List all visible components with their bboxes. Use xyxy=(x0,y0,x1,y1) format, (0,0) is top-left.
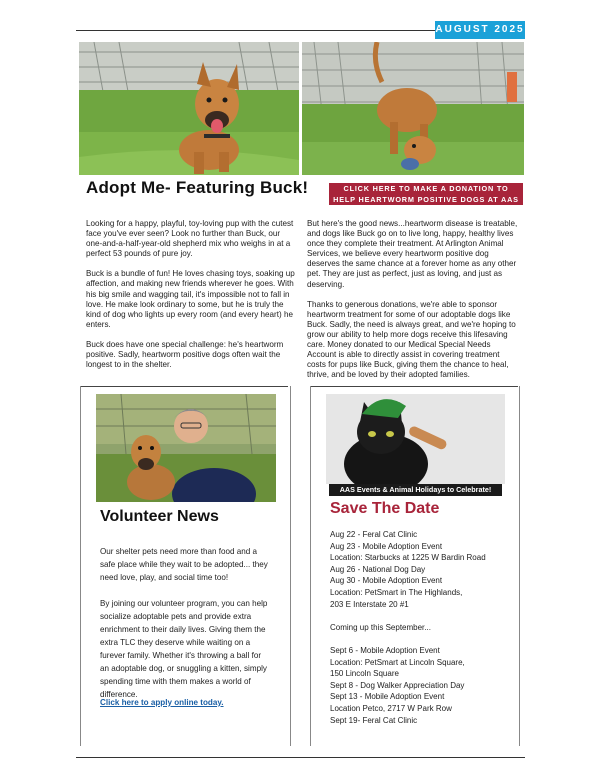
adopt-column-right xyxy=(307,219,519,390)
event-line: 203 E Interstate 20 #1 xyxy=(330,599,409,609)
adopt-paragraph: Looking for a happy, playful, toy-loving pup with the cutest face you've ever seen? Look no further than Buck, our one-and-a-half-year-old shepherd mix who weighs in at a perfect 53 pounds of pure joy. xyxy=(86,219,294,259)
event-line xyxy=(330,633,510,645)
top-rule xyxy=(76,30,435,31)
event-line: Location: Starbucks at 1225 W Bardin Road xyxy=(330,553,486,563)
event-line: Location Petco, 2717 W Park Row xyxy=(330,703,452,713)
event-line: Sept 8 - Dog Walker Appreciation Day xyxy=(330,680,465,690)
black-cat-photo xyxy=(326,394,505,484)
donate-heartworm-button[interactable] xyxy=(329,183,523,205)
volunteer-heading: Volunteer News xyxy=(100,508,219,525)
save-the-date-heading: Save The Date xyxy=(330,500,440,517)
adopt-paragraph: But here's the good news...heartworm disease is treatable, and dogs like Buck go on to live long, happy, healthy lives once they complete their treatment. At Arlington Animal Services, we believe every heartworm positive dog deserves the same chance at a forever home as any other pet. They are just as perfect, just as loving, and just as deserving. xyxy=(307,219,518,289)
event-line: Location: PetSmart in The Highlands, xyxy=(330,587,463,597)
volunteer-paragraph: By joining our volunteer program, you can help socialize adoptable pets and provide extra enrichment to their daily lives. Giving them the extra TLC they deserve while waiting on a furever family. Whether it's throwing a ball for an adoptable dog, or snuggling a kitten, simply spending time with them makes a world of difference. xyxy=(100,599,268,699)
event-line: Aug 23 - Mobile Adoption Event xyxy=(330,541,443,551)
adopt-heading: Adopt Me- Featuring Buck! xyxy=(86,178,309,197)
volunteer-body xyxy=(100,545,270,714)
buck-photo-toy xyxy=(302,42,524,175)
issue-month-badge: AUGUST 2025 xyxy=(435,21,525,39)
volunteer-paragraph: Our shelter pets need more than food and a safe place while they wait to be adopted... they need love, play, and social time too! xyxy=(100,547,268,582)
donate-line-2: HELP HEARTWORM POSITIVE DOGS AT AAS xyxy=(333,195,519,204)
adopt-paragraph: Buck is a bundle of fun! He loves chasing toys, soaking up affection, and making new friends wherever he goes. With his big smile and wagging tail, it's impossible not to fall in love. He make look ordinary to some, but he is truly the kind of dog who lights up every room (and every heart) he enters. xyxy=(86,269,295,329)
event-line: Aug 30 - Mobile Adoption Event xyxy=(330,576,443,586)
event-line: Sept 6 - Mobile Adoption Event xyxy=(330,645,440,655)
event-line: Aug 22 - Feral Cat Clinic xyxy=(330,530,418,539)
donate-line-1: CLICK HERE TO MAKE A DONATION TO xyxy=(343,184,509,193)
events-list xyxy=(330,529,510,726)
buck-photo-running xyxy=(79,42,299,175)
events-banner: AAS Events & Animal Holidays to Celebrate! xyxy=(329,484,502,496)
event-line: Location: PetSmart at Lincoln Square, xyxy=(330,657,465,667)
event-line: Aug 26 - National Dog Day xyxy=(330,564,426,574)
bottom-rule xyxy=(76,757,525,758)
adopt-paragraph: Buck does have one special challenge: he's heartworm positive. Sadly, heartworm positive dogs often wait the longest to in the shelter. xyxy=(86,339,284,370)
volunteer-apply-link[interactable]: Click here to apply online today. xyxy=(100,698,224,707)
event-line: 150 Lincoln Square xyxy=(330,669,399,679)
event-line: Sept 19- Feral Cat Clinic xyxy=(330,715,418,725)
event-line xyxy=(330,610,510,622)
adopt-paragraph: Thanks to generous donations, we're able to sponsor heartworm treatment for some of our adoptable dogs like Buck. Sadly, the need is always great, and we're hoping to grow our ability to help more dogs receive this lifesaving care. Money donated to our Medical Special Needs Account is able to directly assist in covering treatment costs for pups like Buck, giving them the chance to heal, thrive, and be loved by their adopted families. xyxy=(307,299,516,380)
volunteer-photo xyxy=(96,394,276,502)
event-line: Coming up this September... xyxy=(330,622,431,632)
event-line: Sept 13 - Mobile Adoption Event xyxy=(330,692,445,702)
adopt-column-left xyxy=(86,219,296,380)
